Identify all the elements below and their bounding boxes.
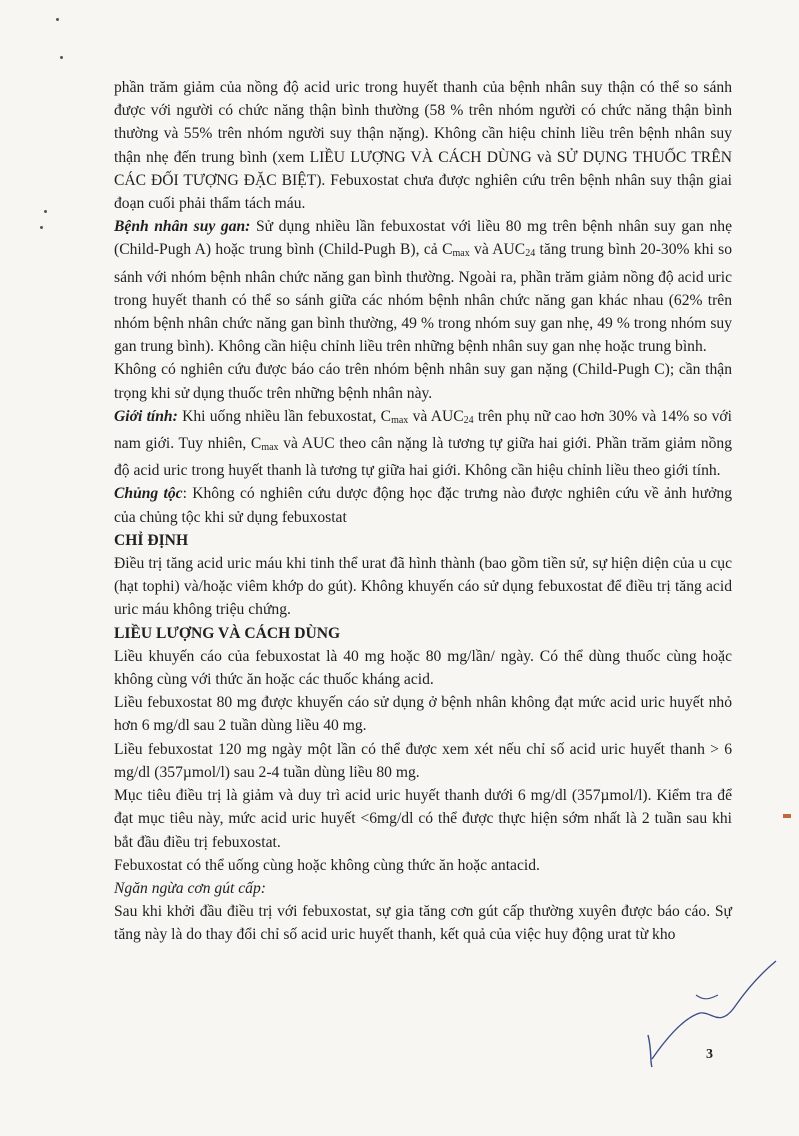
- paragraph-race: Chủng tộc: Không có nghiên cứu dược động học đặc trưng nào được nghiên cứu về ảnh hưởng của chủng tộc khi sử dụng febuxostat: [114, 485, 732, 526]
- race-label: Chủng tộc: [114, 485, 183, 503]
- heading-indication: CHỈ ĐỊNH: [114, 531, 189, 549]
- scan-dot: [60, 56, 63, 59]
- signature-stroke: [648, 1035, 652, 1067]
- paragraph-renal: phần trăm giảm của nồng độ acid uric trong huyết thanh của bệnh nhân suy thận có thể so sánh được với người có chức năng thận bình thường (58 % trên nhóm người có chức năng thận bình thường và 55% trên nhóm người suy thận nặng). Không cần hiệu chỉnh liều trên bệnh nhân suy thận nhẹ đến trung bình (xem LIỀU LƯỢNG VÀ CÁCH DÙNG và SỬ DỤNG THUỐC TRÊN CÁC ĐỐI TƯỢNG ĐẶC BIỆT). Febuxostat chưa được nghiên cứu trên bệnh nhân suy thận giai đoạn cuối phải thẩm tách máu.: [114, 79, 732, 213]
- gender-label: Giới tính:: [114, 407, 178, 425]
- heading-dosage: LIỀU LƯỢNG VÀ CÁCH DÙNG: [114, 624, 341, 642]
- paragraph-indication: Điều trị tăng acid uric máu khi tinh thể urat đã hình thành (bao gồm tiền sử, sự hiện diện của u cục (hạt tophi) và/hoặc viêm khớp do gút). Không khuyến cáo sử dụng febuxostat để điều trị tăng acid uric máu không triệu chứng.: [114, 555, 732, 619]
- scan-dot: [56, 18, 59, 21]
- hepatic-label: Bệnh nhân suy gan:: [114, 218, 251, 236]
- paragraph-dosage-1: Liều khuyến cáo của febuxostat là 40 mg hoặc 80 mg/lần/ ngày. Có thể dùng thuốc cùng hoặc không cùng với thức ăn hoặc các thuốc kháng acid.: [114, 647, 732, 689]
- heading-gout-prevention: Ngăn ngừa cơn gút cấp:: [114, 879, 266, 897]
- paragraph-gender: Giới tính: Khi uống nhiều lần febuxostat, $C_{max}$ và $AUC_{24}$ trên phụ nữ cao hơn 30% và 14% so với nam giới. Tuy nhiên, $C_{max}$ và AUC theo cân nặng là tương tự giữa hai giới. Phần trăm giảm nồng độ acid uric trong huyết thanh là tương tự giữa hai giới. Không cần hiệu chỉnh liều theo giới tính.: [114, 407, 733, 480]
- paragraph-dosage-5: Febuxostat có thể uống cùng hoặc không cùng thức ăn hoặc antacid.: [114, 856, 540, 874]
- page-number: 3: [706, 1047, 713, 1062]
- signature-stroke: [696, 995, 718, 999]
- edge-mark: [783, 814, 791, 818]
- paragraph-dosage-3: Liều febuxostat 120 mg ngày một lần có thể được xem xét nếu chỉ số acid uric huyết thanh > 6 mg/dl (357µmol/l) sau 2-4 tuần dùng liều 80 mg.: [114, 740, 732, 781]
- paragraph-severe-hepatic: Không có nghiên cứu được báo cáo trên nhóm bệnh nhân suy gan nặng (Child-Pugh C); cần thận trọng khi sử dụng thuốc trên những bệnh nhân này.: [114, 361, 732, 402]
- paragraph-dosage-2: Liều febuxostat 80 mg được khuyến cáo sử dụng ở bệnh nhân không đạt mức acid uric huyết nhỏ hơn 6 mg/dl sau 2 tuần dùng liều 40 mg.: [114, 694, 732, 735]
- body-text: [114, 76, 732, 947]
- paragraph-hepatic: Bệnh nhân suy gan: Sử dụng nhiều lần febuxostat với liều 80 mg trên bệnh nhân suy gan nhẹ (Child-Pugh A) hoặc trung bình (Child-Pugh B), cả $C_{max}$ và $AUC_{24}$ tăng trung bình 20-30% khi so sánh với nhóm bệnh nhân chức năng gan bình thường. Ngoài ra, phần trăm giảm nồng độ acid uric trong huyết thanh có thể so sánh giữa các nhóm bệnh nhân chức năng gan khác nhau (62% trên nhóm bệnh nhân chức năng gan bình thường, 49 % trong nhóm suy gan nhẹ, 49 % trong nhóm suy gan trung bình). Không cần hiệu chỉnh liều trên những bệnh nhân suy gan nhẹ hoặc trung bình.: [114, 218, 732, 356]
- scan-dot: [44, 210, 47, 213]
- paragraph-gout-prevention: Sau khi khởi đầu điều trị với febuxostat, sự gia tăng cơn gút cấp thường xuyên được báo cáo. Sự tăng này là do thay đổi chỉ số acid uric huyết thanh, kết quả của việc huy động urat từ kho: [114, 903, 732, 944]
- paragraph-dosage-4: Mục tiêu điều trị là giảm và duy trì acid uric huyết thanh dưới 6 mg/dl (357µmol/l). Kiểm tra để đạt mục tiêu này, mức acid uric huyết <6mg/dl có thể được thực hiện sớm nhất là 2 tuần sau khi bắt đầu điều trị febuxostat.: [114, 787, 732, 851]
- signature-scribble: [600, 955, 790, 1075]
- signature-stroke: [652, 961, 776, 1059]
- scan-dot: [40, 226, 43, 229]
